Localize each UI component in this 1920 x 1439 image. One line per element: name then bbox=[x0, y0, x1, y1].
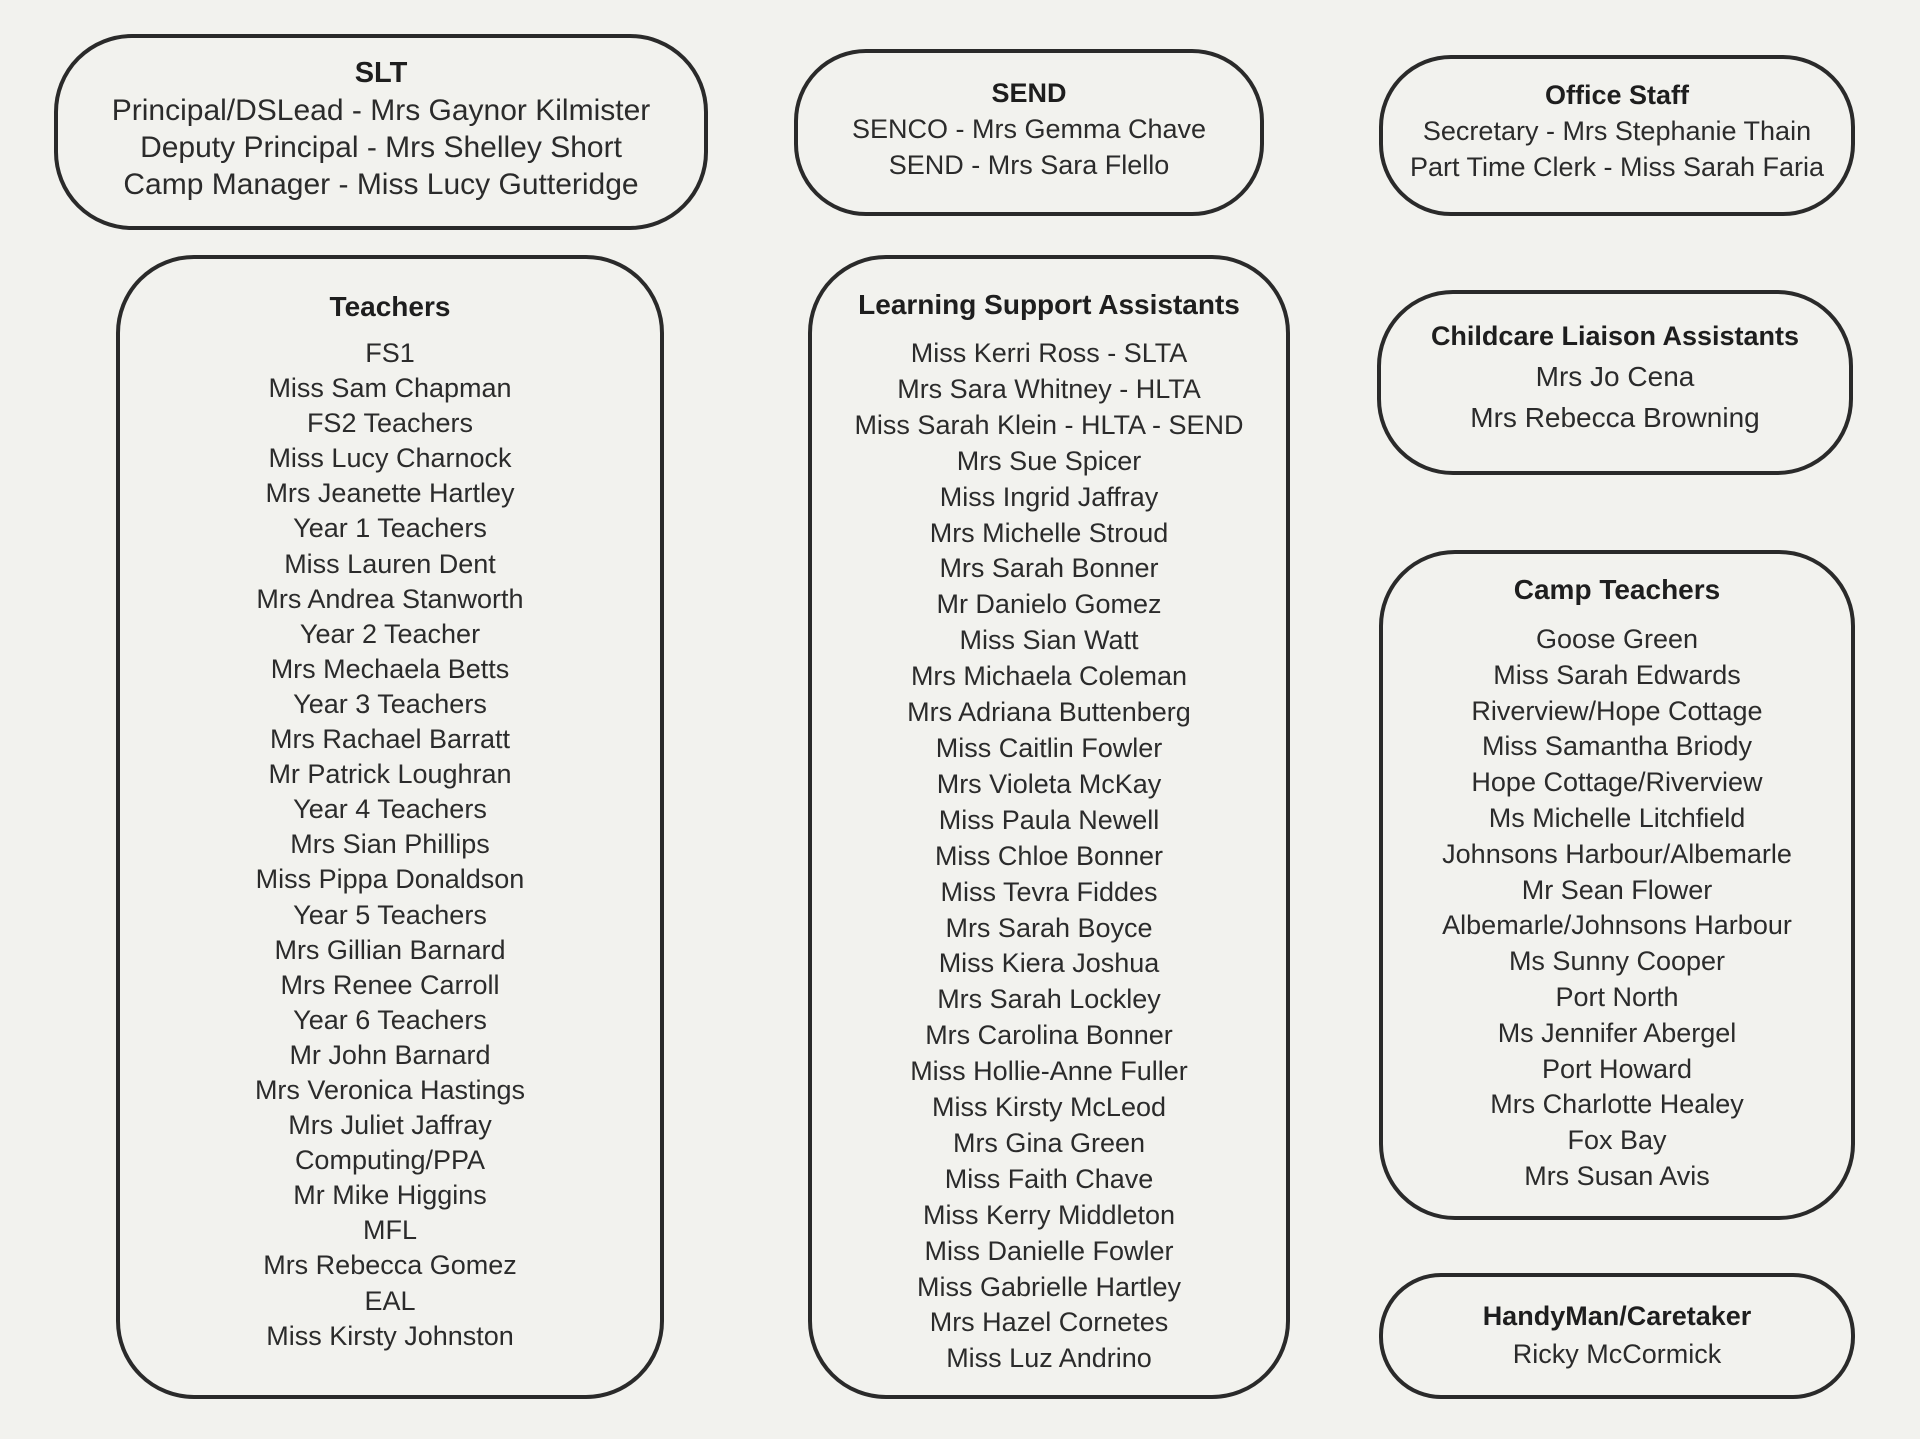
list-item: Mrs Juliet Jaffray bbox=[288, 1110, 492, 1141]
list-item: Mrs Andrea Stanworth bbox=[256, 583, 524, 614]
list-item: Mrs Veronica Hastings bbox=[254, 1074, 526, 1105]
slt-box bbox=[54, 34, 708, 230]
list-item: Mrs Sarah Boyce bbox=[945, 912, 1153, 943]
list-item: Miss Sarah Klein - HLTA - SEND bbox=[854, 409, 1244, 440]
list-item: Port North bbox=[1555, 981, 1679, 1012]
list-item: Miss Pippa Donaldson bbox=[255, 864, 525, 895]
list-item: Mrs Violeta McKay bbox=[936, 768, 1162, 799]
list-item: Miss Luz Andrino bbox=[946, 1343, 1152, 1374]
send-box bbox=[794, 49, 1264, 216]
list-item: Deputy Principal - Mrs Shelley Short bbox=[140, 131, 622, 164]
camp-teachers-title: Camp Teachers bbox=[1513, 574, 1721, 605]
list-item: FS1 bbox=[365, 338, 415, 368]
list-item: EAL bbox=[364, 1285, 416, 1316]
list-item: Mrs Renee Carroll bbox=[280, 969, 500, 1000]
list-item: Mrs Jeanette Hartley bbox=[265, 478, 515, 509]
list-item: Mr John Barnard bbox=[289, 1039, 491, 1070]
list-item: Mrs Sara Whitney - HLTA bbox=[897, 373, 1201, 404]
list-item: Miss Kirsty Johnston bbox=[266, 1320, 514, 1351]
list-item: Secretary - Mrs Stephanie Thain bbox=[1422, 116, 1812, 146]
list-item: Mr Sean Flower bbox=[1521, 874, 1713, 905]
list-item: Mrs Rebecca Browning bbox=[1470, 402, 1760, 433]
childcare-liaison-list bbox=[1470, 356, 1759, 438]
list-item: Miss Kerri Ross - SLTA bbox=[910, 338, 1188, 368]
list-item: Miss Paula Newell bbox=[938, 804, 1160, 835]
list-item: Mrs Adriana Buttenberg bbox=[907, 697, 1191, 728]
list-item: Mrs Sue Spicer bbox=[956, 445, 1142, 476]
list-item: Year 6 Teachers bbox=[293, 1004, 487, 1035]
list-item: Fox Bay bbox=[1567, 1125, 1667, 1156]
list-item: Miss Caitlin Fowler bbox=[935, 732, 1163, 763]
office-staff-title: Office Staff bbox=[1544, 80, 1690, 110]
list-item: Albemarle/Johnsons Harbour bbox=[1442, 910, 1792, 941]
list-item: Miss Chloe Bonner bbox=[934, 840, 1164, 871]
list-item: Mrs Mechaela Betts bbox=[270, 653, 510, 684]
teachers-title: Teachers bbox=[329, 291, 451, 322]
list-item: Ricky McCormick bbox=[1512, 1339, 1722, 1369]
list-item: Miss Tevra Fiddes bbox=[940, 876, 1158, 907]
camp-teachers-box bbox=[1379, 550, 1855, 1220]
list-item: Miss Lucy Charnock bbox=[268, 443, 512, 474]
handyman-title: HandyMan/Caretaker bbox=[1482, 1301, 1752, 1331]
list-item: Camp Manager - Miss Lucy Gutteridge bbox=[123, 168, 639, 201]
list-item: SENCO - Mrs Gemma Chave bbox=[851, 114, 1207, 144]
list-item: Miss Kirsty McLeod bbox=[931, 1092, 1167, 1123]
list-item: FS2 Teachers bbox=[306, 408, 474, 439]
list-item: Mrs Carolina Bonner bbox=[925, 1020, 1173, 1051]
list-item: Part Time Clerk - Miss Sarah Faria bbox=[1409, 152, 1825, 182]
list-item: Miss Sian Watt bbox=[959, 625, 1139, 656]
handyman-box bbox=[1379, 1273, 1855, 1399]
list-item: Miss Hollie-Anne Fuller bbox=[910, 1056, 1188, 1087]
list-item: MFL bbox=[362, 1215, 417, 1246]
list-item: Mr Mike Higgins bbox=[293, 1180, 487, 1211]
list-item: Miss Ingrid Jaffray bbox=[939, 481, 1159, 512]
list-item: Mr Danielo Gomez bbox=[936, 589, 1162, 620]
list-item: Miss Lauren Dent bbox=[284, 548, 496, 579]
list-item: Johnsons Harbour/Albemarle bbox=[1442, 838, 1792, 869]
learning-support-assistants-box bbox=[808, 255, 1290, 1399]
list-item: Mrs Charlotte Healey bbox=[1490, 1089, 1744, 1120]
list-item: Mr Patrick Loughran bbox=[268, 759, 512, 790]
list-item: Riverview/Hope Cottage bbox=[1471, 695, 1763, 726]
list-item: Year 4 Teachers bbox=[293, 794, 487, 825]
list-item: Mrs Sarah Lockley bbox=[937, 984, 1161, 1015]
list-item: Computing/PPA bbox=[294, 1145, 486, 1176]
list-item: Miss Danielle Fowler bbox=[924, 1235, 1174, 1266]
list-item: Hope Cottage/Riverview bbox=[1471, 767, 1763, 798]
list-item: Mrs Susan Avis bbox=[1524, 1160, 1710, 1191]
list-item: Goose Green bbox=[1535, 624, 1699, 654]
send-title: SEND bbox=[991, 78, 1067, 108]
slt-title: SLT bbox=[354, 57, 408, 89]
list-item: Year 1 Teachers bbox=[293, 513, 487, 544]
list-item: Miss Samantha Briody bbox=[1481, 731, 1753, 762]
list-item: Mrs Jo Cena bbox=[1535, 361, 1695, 392]
list-item: Mrs Gina Green bbox=[952, 1127, 1146, 1158]
office-staff-box bbox=[1379, 55, 1855, 216]
list-item: Ms Sunny Cooper bbox=[1508, 946, 1726, 977]
learning-support-assistants-list bbox=[854, 336, 1243, 1377]
list-item: Year 3 Teachers bbox=[293, 688, 487, 719]
list-item: Miss Faith Chave bbox=[944, 1163, 1154, 1194]
list-item: SEND - Mrs Sara Flello bbox=[888, 150, 1170, 180]
send-list bbox=[852, 111, 1206, 183]
list-item: Miss Sarah Edwards bbox=[1493, 659, 1741, 690]
list-item: Mrs Michaela Coleman bbox=[910, 661, 1188, 692]
list-item: Miss Gabrielle Hartley bbox=[916, 1271, 1182, 1302]
list-item: Miss Kiera Joshua bbox=[938, 948, 1160, 979]
list-item: Miss Sam Chapman bbox=[268, 373, 512, 404]
learning-support-assistants-title: Learning Support Assistants bbox=[858, 289, 1240, 320]
camp-teachers-list bbox=[1442, 622, 1792, 1195]
slt-list bbox=[112, 92, 651, 203]
list-item: Mrs Hazel Cornetes bbox=[929, 1307, 1169, 1338]
childcare-liaison-box bbox=[1377, 290, 1853, 475]
list-item: Mrs Michelle Stroud bbox=[929, 517, 1169, 548]
list-item: Mrs Sian Phillips bbox=[290, 829, 490, 860]
list-item: Ms Michelle Litchfield bbox=[1488, 802, 1746, 833]
list-item: Mrs Rachael Barratt bbox=[269, 724, 511, 755]
list-item: Port Howard bbox=[1541, 1053, 1693, 1084]
list-item: Year 5 Teachers bbox=[293, 899, 487, 930]
list-item: Mrs Rebecca Gomez bbox=[263, 1250, 517, 1281]
handyman-list bbox=[1513, 1335, 1722, 1373]
list-item: Miss Kerry Middleton bbox=[922, 1199, 1176, 1230]
teachers-box bbox=[116, 255, 664, 1399]
list-item: Principal/DSLead - Mrs Gaynor Kilmister bbox=[111, 94, 651, 127]
list-item: Mrs Gillian Barnard bbox=[274, 934, 506, 965]
list-item: Ms Jennifer Abergel bbox=[1497, 1017, 1737, 1048]
list-item: Mrs Sarah Bonner bbox=[939, 553, 1159, 584]
teachers-list bbox=[255, 336, 525, 1354]
office-staff-list bbox=[1410, 113, 1824, 185]
childcare-liaison-title: Childcare Liaison Assistants bbox=[1430, 321, 1800, 351]
list-item: Year 2 Teacher bbox=[299, 618, 481, 649]
